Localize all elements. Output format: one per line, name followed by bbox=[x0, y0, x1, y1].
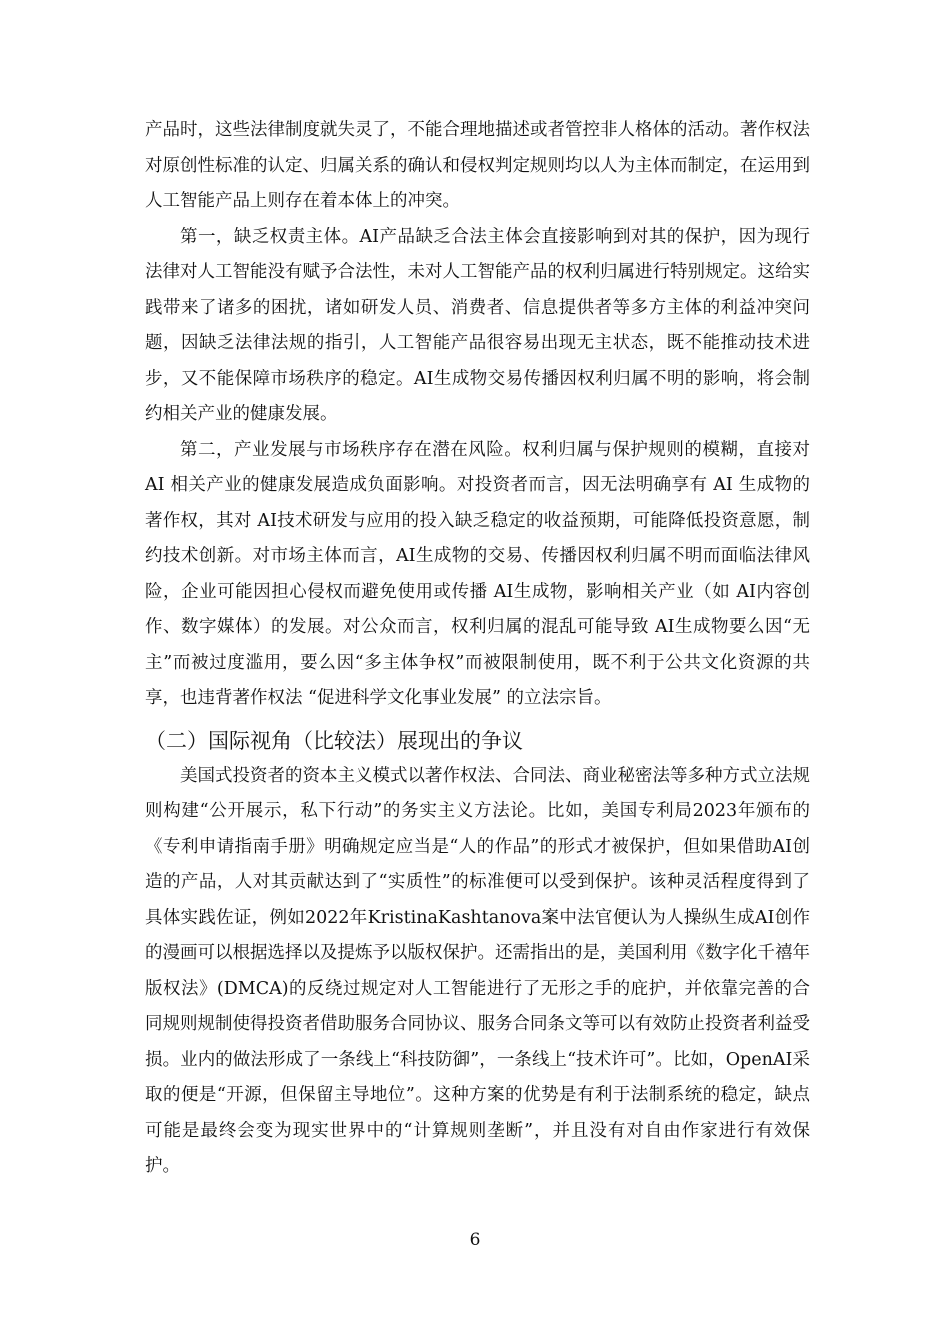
paragraph-second-point: 第二，产业发展与市场秩序存在潜在风险。权利归属与保护规则的模糊，直接对 AI 相关产业的健康发展造成负面影响。对投资者而言，因无法明确享有 AI 生成物的著作权，其对 AI技术研发与应用的投入缺乏稳定的收益预期，可能降低投资意愿，制约技术创新。对市场主体而言，AI生成物的交易、传播因权利归属不明而面临法律风险，企业可能因担心侵权而避免使用或传播 AI生成物，影响相关产业（如 AI内容创作、数字媒体）的发展。对公众而言，权利归属的混乱可能导致 AI生成物要么因“无主”而被过度滥用，要么因“多主体争权”而被限制使用，既不利于公共文化资源的共享，也违背著作权法 “促进科学文化事业发展” 的立法宗旨。 bbox=[145, 439, 810, 708]
page-number: 6 bbox=[469, 1230, 481, 1250]
paragraph-first-point: 第一，缺乏权责主体。AI产品缺乏合法主体会直接影响到对其的保护，因为现行法律对人工智能没有赋予合法性，未对人工智能产品的权利归属进行特别规定。这给实践带来了诸多的困扰，诸如研发人员、消费者、信息提供者等多方主体的利益冲突问题，因缺乏法律法规的指引，人工智能产品很容易出现无主状态，既不能推动技术进步，又不能保障市场秩序的稳定。AI生成物交易传播因权利归属不明的影响，将会制约相关产业的健康发展。 bbox=[145, 226, 810, 424]
document-body bbox=[145, 113, 810, 1185]
paragraph-intro: 产品时，这些法律制度就失灵了，不能合理地描述或者管控非人格体的活动。著作权法对原创性标准的认定、归属关系的确认和侵权判定规则均以人为主体而制定，在运用到人工智能产品上则存在着本体上的冲突。 bbox=[145, 120, 810, 211]
paragraph-comparative-law: 美国式投资者的资本主义模式以著作权法、合同法、商业秘密法等多种方式立法规则构建“公开展示，私下行动”的务实主义方法论。比如，美国专利局2023年颁布的《专利申请指南手册》明确规定应当是“人的作品”的形式才被保护，但如果借助AI创造的产品，人对其贡献达到了“实质性”的标准便可以受到保护。该种灵活程度得到了具体实践佐证，例如2022年KristinaKashtanova案中法官便认为人操纵生成AI创作的漫画可以根据选择以及提炼予以版权保护。还需指出的是，美国利用《数字化千禧年版权法》(DMCA)的反绕过规定对人工智能进行了无形之手的庇护，并依靠完善的合同规则规制使得投资者借助服务合同协议、服务合同条文等可以有效防止投资者利益受损。业内的做法形成了一条线上“科技防御”，一条线上“技术许可”。比如，OpenAI采取的便是“开源，但保留主导地位”。这种方案的优势是有利于法制系统的稳定，缺点可能是最终会变为现实世界中的“计算规则垄断”，并且没有对自由作家进行有效保护。 bbox=[145, 765, 810, 1176]
section-heading: （二）国际视角（比较法）展现出的争议 bbox=[145, 728, 523, 753]
